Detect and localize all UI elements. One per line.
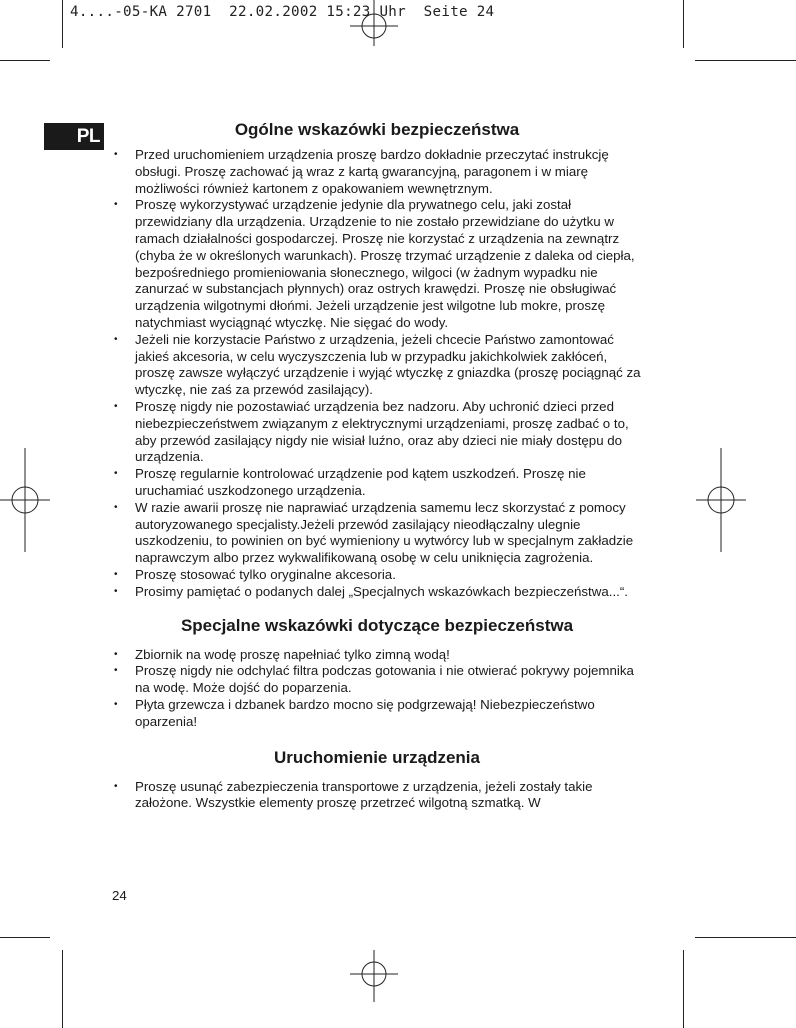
list-item: • Proszę usunąć zabezpieczenia transportowe z urządzenia, jeżeli zostały takie założone. Wszystkie elementy proszę przetrzeć wilgotną szmatką. W xyxy=(112,779,642,813)
crop-mark-bottom-left-horizontal xyxy=(0,937,50,938)
crop-mark-top-left-horizontal xyxy=(0,60,50,61)
list-item: • Proszę wykorzystywać urządzenie jedynie dla prywatnego celu, jaki został przewidziany dla urządzenia. Urządzenie to nie zostało przewidziane do użytku w ramach działalności gospodarczej. Proszę nie korzystać z urządzenia na zewnątrz (chyba że w określonych warunkach). Proszę trzymać urządzenie z daleka od ciepła, bezpośredniego promieniowania słonecznego, wilgoci (w żadnym wypadku nie zanurzać w substancjach płynnych) oraz ostrych krawędzi. Proszę nie obsługiwać urządzenia wilgotnymi dłońmi. Jeżeli urządzenie jest wilgotne lub mokre, proszę natychmiast wyciągnąć wtyczkę. Nie sięgać do wody. xyxy=(112,197,642,331)
startup-list xyxy=(112,779,642,813)
crop-mark-bottom-right-vertical xyxy=(683,950,684,1028)
list-item: • Zbiornik na wodę proszę napełniać tylko zimną wodą! xyxy=(112,647,642,664)
list-item: • Proszę nigdy nie pozostawiać urządzenia bez nadzoru. Aby uchronić dzieci przed niebezpieczeństwem związanym z elektrycznymi urządzeniami, proszę zadbać o to, aby przewód zasilający nigdy nie wisiał luźno, oraz aby dzieci nie miały dostępu do urządzenia. xyxy=(112,399,642,466)
crop-mark-bottom-right-horizontal xyxy=(695,937,796,938)
registration-mark-bottom-icon xyxy=(346,950,402,1028)
registration-mark-right-icon xyxy=(696,448,746,552)
crop-mark-top-left-vertical xyxy=(62,0,63,48)
list-item: • Proszę nigdy nie odchylać filtra podczas gotowania i nie otwierać pokrywy pojemnika na wodę. Może dojść do poparzenia. xyxy=(112,663,642,697)
section-title-special-safety: Specjalne wskazówki dotyczące bezpieczeństwa xyxy=(180,615,574,635)
print-slug: 4....-05-KA 2701 22.02.2002 15:23 Uhr Seite 24 xyxy=(70,4,495,20)
language-tab: PL xyxy=(44,123,104,150)
section-title-startup: Uruchomienie urządzenia xyxy=(274,747,480,767)
list-item: • Proszę regularnie kontrolować urządzenie pod kątem uszkodzeń. Proszę nie uruchamiać uszkodzonego urządzenia. xyxy=(112,466,642,500)
crop-mark-top-right-vertical xyxy=(683,0,684,48)
registration-mark-top-icon xyxy=(346,0,402,48)
crop-mark-bottom-left-vertical xyxy=(62,950,63,1028)
list-item: • W razie awarii proszę nie naprawiać urządzenia samemu lecz skorzystać z pomocy autoryzowanego specjalisty.Jeżeli przewód zasilający nieodłączalny ulegnie uszkodzeniu, to powinien on być wymieniony u wytwórcy lub w specjalnym zakładzie naprawczym albo przez wykwalifikowaną osobę w celu uniknięcia zagrożenia. xyxy=(112,500,642,567)
special-safety-list xyxy=(112,647,642,731)
list-item: • Płyta grzewcza i dzbanek bardzo mocno się podgrzewają! Niebezpieczeństwo oparzenia! xyxy=(112,697,642,731)
list-item: • Prosimy pamiętać o podanych dalej „Specjalnych wskazówkach bezpieczeństwa...“. xyxy=(112,584,642,601)
registration-mark-left-icon xyxy=(0,448,50,552)
list-item: • Proszę stosować tylko oryginalne akcesoria. xyxy=(112,567,642,584)
crop-mark-top-right-horizontal xyxy=(695,60,796,61)
section-title-general-safety: Ogólne wskazówki bezpieczeństwa xyxy=(234,120,520,139)
page-content xyxy=(112,117,642,812)
list-item: • Przed uruchomieniem urządzenia proszę bardzo dokładnie przeczytać instrukcję obsługi. Proszę zachować ją wraz z kartą gwarancyjną, paragonem i w miarę możliwości również kartonem z opakowaniem wewnętrznym. xyxy=(112,147,642,197)
list-item: • Jeżeli nie korzystacie Państwo z urządzenia, jeżeli chcecie Państwo zamontować jakieś akcesoria, w celu wyczyszczenia lub w przypadku jakichkolwiek zakłóceń, proszę zawsze wyłączyć urządzenie i wyjąć wtyczkę z gniazdka (proszę pociągnąć za wtyczkę, nie zaś za przewód zasilający). xyxy=(112,332,642,399)
page-number: 24 xyxy=(112,888,127,903)
general-safety-list xyxy=(112,147,642,601)
